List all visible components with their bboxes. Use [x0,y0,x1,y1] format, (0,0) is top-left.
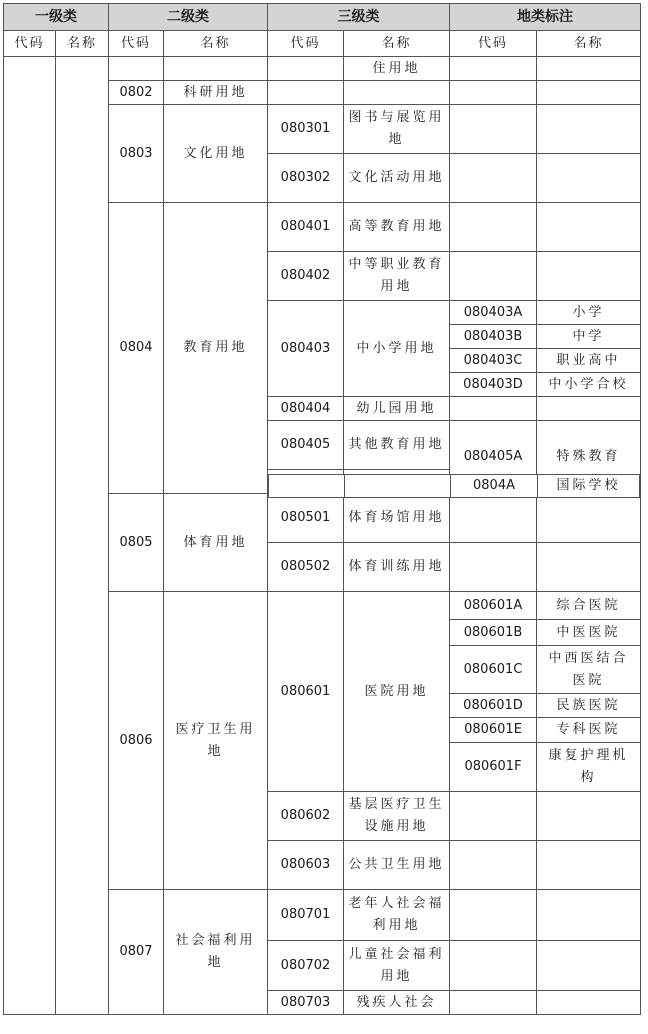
level4-name-cell [537,841,641,890]
level4-name-cell [537,203,641,252]
level3-name-cell: 其他教育用地 [344,421,450,470]
level3-name-cell [344,475,450,497]
level4-code-cell: 080403B [450,325,537,349]
level2-code-cell [109,57,164,81]
level4-code-cell [450,57,537,81]
header-l3-name: 名称 [344,31,450,57]
level3-code-cell [268,475,344,497]
level4-code-cell: 080601F [450,743,537,792]
level3-code-cell: 080701 [268,890,344,941]
header-l1-code: 代码 [4,31,56,57]
level2-name-cell: 体育用地 [164,494,268,592]
level4-code-cell [450,941,537,991]
level4-code-cell [450,154,537,203]
level3-code-cell: 080404 [268,397,344,421]
level4-name-cell: 康复护理机构 [537,743,641,792]
level2-code-cell: 0802 [109,81,164,105]
level4-name-cell [537,941,641,991]
level4-name-cell [537,792,641,841]
row-0804A-overlay [268,474,640,498]
level4-name-cell: 国际学校 [537,475,640,497]
level2-name-cell: 科研用地 [164,81,268,105]
level4-name-cell [537,81,641,105]
header-l4-code: 代码 [450,31,537,57]
level4-name-cell: 综合医院 [537,592,641,620]
level3-code-cell [268,57,344,81]
level4-code-cell: 080403C [450,349,537,373]
level3-name-cell: 医院用地 [344,592,450,792]
level2-name-cell: 社会福利用地 [164,890,268,1015]
level4-code-cell: 080601E [450,718,537,743]
level3-name-cell: 文化活动用地 [344,154,450,203]
level2-code-cell: 0803 [109,105,164,203]
level3-code-cell: 080401 [268,203,344,252]
level4-name-cell [537,252,641,301]
level4-name-cell: 中小学合校 [537,373,641,397]
level3-code-cell: 080603 [268,841,344,890]
level4-name-cell [537,543,641,592]
land-classification-table [3,3,641,1015]
level3-name-cell: 住用地 [344,57,450,81]
level2-name-cell: 文化用地 [164,105,268,203]
level4-name-cell: 中医医院 [537,620,641,646]
level3-name-cell: 公共卫生用地 [344,841,450,890]
level4-code-cell [450,890,537,941]
level3-code-cell: 080301 [268,105,344,154]
level4-name-cell [537,397,641,421]
level4-code-cell: 080405A [450,421,537,494]
level4-code-cell: 080601C [450,646,537,694]
level3-code-cell: 080405 [268,421,344,470]
level4-code-cell [450,543,537,592]
level4-name-cell [537,105,641,154]
level4-name-cell: 特殊教育 [537,421,641,494]
level4-code-cell: 080403A [450,301,537,325]
level4-code-cell [450,792,537,841]
level3-name-cell: 残疾人社会 [344,991,450,1015]
level3-name-cell: 幼儿园用地 [344,397,450,421]
level3-code-cell: 080402 [268,252,344,301]
level4-code-cell [450,81,537,105]
level4-code-cell [450,397,537,421]
level4-code-cell: 080601B [450,620,537,646]
level2-code-cell: 0805 [109,494,164,592]
level2-name-cell: 医疗卫生用地 [164,592,268,890]
level2-code-cell: 0804 [109,203,164,494]
level3-code-cell: 080703 [268,991,344,1015]
level3-code-cell: 080601 [268,592,344,792]
level4-name-cell [537,154,641,203]
level2-name-cell [164,57,268,81]
level4-code-cell [450,494,537,543]
level4-code-cell [450,841,537,890]
level4-name-cell: 民族医院 [537,694,641,718]
level2-name-cell: 教育用地 [164,203,268,494]
level1-name-cell [56,57,109,1015]
level4-name-cell [537,890,641,941]
header-l1-name: 名称 [56,31,109,57]
level4-name-cell: 专科医院 [537,718,641,743]
level3-name-cell: 基层医疗卫生设施用地 [344,792,450,841]
level4-name-cell [537,494,641,543]
header-l4-name: 名称 [537,31,641,57]
level3-code-cell: 080403 [268,301,344,397]
level3-name-cell: 中等职业教育用地 [344,252,450,301]
level3-name-cell: 图书与展览用地 [344,105,450,154]
level4-code-cell [450,105,537,154]
level4-name-cell: 中学 [537,325,641,349]
level4-name-cell: 职业高中 [537,349,641,373]
header-level1: 一级类 [4,4,109,31]
header-l3-code: 代码 [268,31,344,57]
level4-name-cell [537,991,641,1015]
header-level2: 二级类 [109,4,268,31]
level3-name-cell [344,81,450,105]
level4-code-cell [450,203,537,252]
level4-code-cell: 0804A [450,475,537,497]
level1-code-cell [4,57,56,1015]
header-l2-code: 代码 [109,31,164,57]
level3-code-cell [268,81,344,105]
level3-code-cell: 080302 [268,154,344,203]
level4-code-cell: 080601D [450,694,537,718]
level4-code-cell: 080601A [450,592,537,620]
level3-name-cell: 体育场馆用地 [344,494,450,543]
level3-name-cell: 高等教育用地 [344,203,450,252]
level3-name-cell: 中小学用地 [344,301,450,397]
level3-code-cell: 080602 [268,792,344,841]
level3-code-cell: 080501 [268,494,344,543]
level3-name-cell: 老年人社会福利用地 [344,890,450,941]
level2-code-cell: 0806 [109,592,164,890]
level3-code-cell: 080702 [268,941,344,991]
header-level4: 地类标注 [450,4,641,31]
level4-code-cell [450,252,537,301]
level4-name-cell: 小学 [537,301,641,325]
land-classification-table-page [3,3,640,1029]
level4-code-cell [450,991,537,1015]
level3-code-cell: 080502 [268,543,344,592]
level4-code-cell: 080403D [450,373,537,397]
header-l2-name: 名称 [164,31,268,57]
level4-name-cell [537,57,641,81]
level3-name-cell: 体育训练用地 [344,543,450,592]
header-level3: 三级类 [268,4,450,31]
level2-code-cell: 0807 [109,890,164,1015]
level4-name-cell: 中西医结合医院 [537,646,641,694]
level3-name-cell: 儿童社会福利用地 [344,941,450,991]
